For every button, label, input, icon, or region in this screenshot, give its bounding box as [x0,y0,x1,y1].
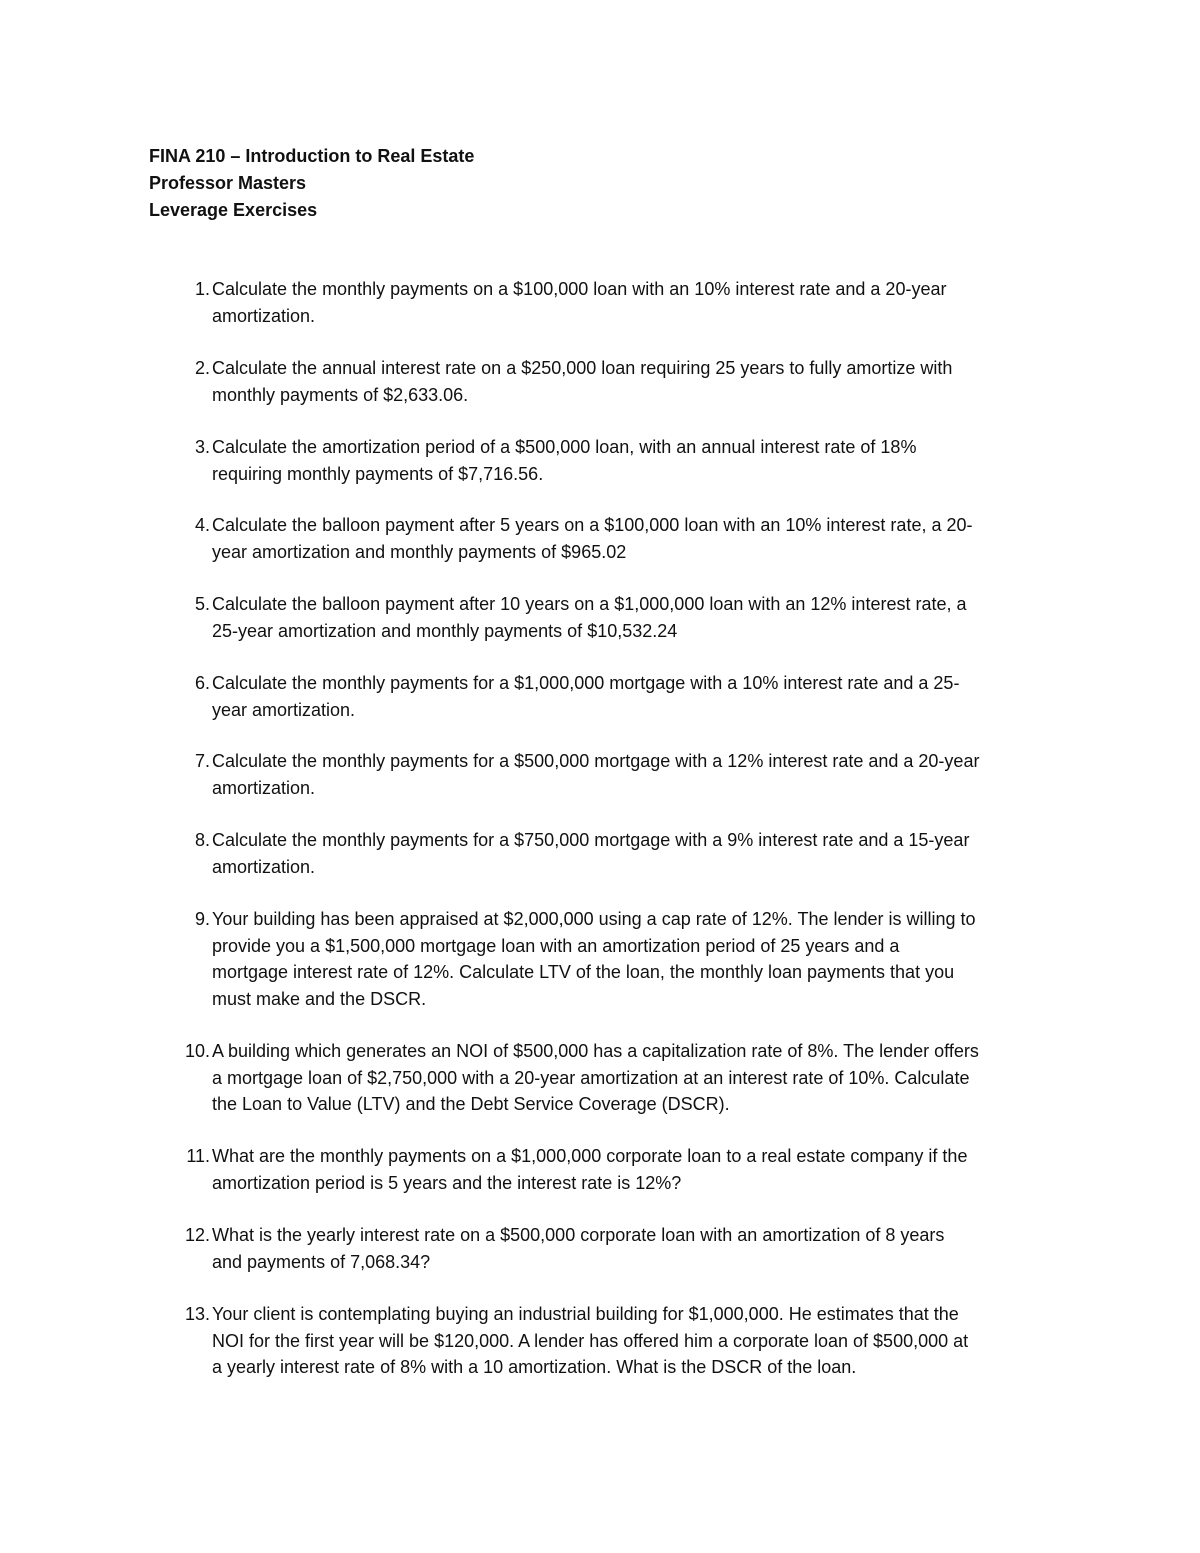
exercise-line: year amortization. [212,699,356,720]
course-title: FINA 210 – Introduction to Real Estate [149,146,475,166]
exercise-line: must make and the DSCR. [212,988,427,1009]
exercise-line: Calculate the monthly payments for a $1,000,000 mortgage with a 10% interest rate and a 25- [212,673,960,693]
exercise-number: 8. [194,830,210,850]
exercise-text [212,670,1068,723]
exercise-number: 12. [184,1225,210,1245]
exercise-number: 6. [194,673,210,693]
exercise-line: monthly payments of $2,633.06. [212,384,469,405]
worksheet-title: Leverage Exercises [149,200,318,220]
exercise-line: a yearly interest rate of 8% with a 10 amortization. What is the DSCR of the loan. [212,1357,857,1377]
exercise-line: Calculate the monthly payments on a $100,000 loan with an 10% interest rate and a 20-year [212,279,947,299]
exercise-line: mortgage interest rate of 12%. Calculate LTV of the loan, the monthly loan payments that you [212,962,955,982]
exercise-line: amortization. [212,856,316,877]
exercise-line: Calculate the amortization period of a $500,000 loan, with an annual interest rate of 18% [212,437,917,457]
exercise-number: 13. [184,1304,210,1324]
exercise-line: year amortization and monthly payments of $965.02 [212,541,627,562]
exercise-text [212,276,1068,329]
exercise-number: 7. [194,751,210,771]
exercise-line: NOI for the first year will be $120,000. A lender has offered him a corporate loan of $500,000 at [212,1330,969,1351]
exercise-text [212,827,1068,880]
exercise-text [212,748,1068,801]
exercise-line: Calculate the balloon payment after 5 years on a $100,000 loan with an 10% interest rate, a 20- [212,515,973,535]
exercise-line: Calculate the monthly payments for a $750,000 mortgage with a 9% interest rate and a 15-year [212,830,970,850]
exercise-line: amortization. [212,305,316,326]
exercise-line: A building which generates an NOI of $500,000 has a capitalization rate of 8%. The lender offers [212,1041,979,1061]
exercise-text [212,1038,1068,1118]
exercise-text [212,1301,1068,1381]
exercise-text [212,512,1068,565]
exercise-text [212,355,1068,408]
exercise-number: 3. [194,437,210,457]
exercise-line: Your client is contemplating buying an industrial building for $1,000,000. He estimates that the [212,1304,959,1324]
exercise-number: 4. [194,515,210,535]
exercise-line: provide you a $1,500,000 mortgage loan with an amortization period of 25 years and a [212,935,900,956]
exercise-line: and payments of 7,068.34? [212,1251,431,1272]
exercise-line: Your building has been appraised at $2,000,000 using a cap rate of 12%. The lender is willing to [212,909,976,929]
exercise-text [212,906,1068,1012]
exercise-number: 2. [194,358,210,378]
exercise-line: What is the yearly interest rate on a $500,000 corporate loan with an amortization of 8 years [212,1225,945,1245]
exercise-number: 9. [194,909,210,929]
exercise-line: amortization period is 5 years and the interest rate is 12%? [212,1172,682,1193]
exercise-line: requiring monthly payments of $7,716.56. [212,463,544,484]
professor-name: Professor Masters [149,173,307,193]
exercise-line: What are the monthly payments on a $1,000,000 corporate loan to a real estate company if the [212,1146,968,1166]
exercise-line: Calculate the monthly payments for a $500,000 mortgage with a 12% interest rate and a 20-year [212,751,980,771]
exercise-number: 1. [194,279,210,299]
exercise-text [212,1222,1068,1275]
exercise-text [212,434,1068,487]
exercise-line: Calculate the balloon payment after 10 years on a $1,000,000 loan with an 12% interest rate, a [212,594,967,614]
exercise-line: the Loan to Value (LTV) and the Debt Service Coverage (DSCR). [212,1094,730,1114]
exercise-line: a mortgage loan of $2,750,000 with a 20-year amortization at an interest rate of 10%. Calculate [212,1067,970,1088]
exercise-number: 5. [194,594,210,614]
exercise-number: 10. [184,1041,210,1061]
exercise-line: 25-year amortization and monthly payments of $10,532.24 [212,620,678,641]
exercise-line: amortization. [212,777,316,798]
exercise-text [212,591,1068,644]
exercise-number: 11. [186,1146,210,1166]
exercise-text [212,1143,1068,1196]
exercise-line: Calculate the annual interest rate on a $250,000 loan requiring 25 years to fully amortize with [212,358,953,378]
